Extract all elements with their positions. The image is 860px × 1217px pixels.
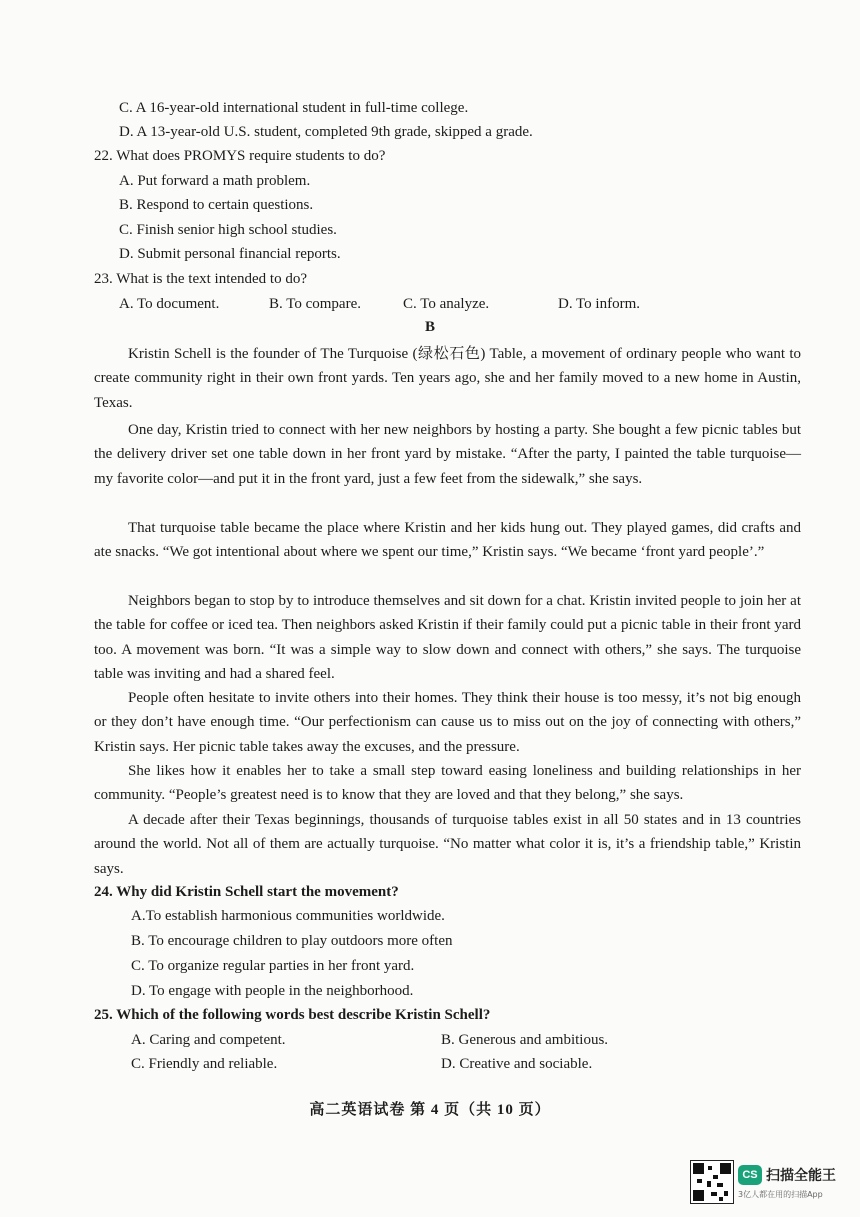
q22-option-c: C. Finish senior high school studies. — [119, 222, 337, 238]
q23-option-a: A. To document. — [119, 296, 220, 312]
q21-option-d: D. A 13-year-old U.S. student, completed 9th grade, skipped a grade. — [119, 124, 533, 140]
passage-paragraph: That turquoise table became the place where Kristin and her kids hung out. They played games, did crafts and ate snacks. “We got intentional about where we spent our time,” Kristin says. “We became ‘front yard people’.” — [94, 520, 801, 561]
q22-option-a: A. Put forward a math problem. — [119, 173, 311, 189]
watermark-app-name: 扫描全能王 — [766, 1168, 836, 1184]
q25-option-c: C. Friendly and reliable. — [131, 1056, 278, 1072]
q22-option-b: B. Respond to certain questions. — [119, 197, 314, 213]
q24-stem: 24. Why did Kristin Schell start the movement? — [94, 884, 399, 900]
q25-stem: 25. Which of the following words best describe Kristin Schell? — [94, 1007, 491, 1023]
q23-stem: 23. What is the text intended to do? — [94, 271, 308, 287]
q25-option-b: B. Generous and ambitious. — [441, 1032, 609, 1048]
passage-paragraph: Neighbors began to stop by to introduce themselves and sit down for a chat. Kristin invited people to join her at the table for coffee or iced tea. Then neighbors asked Kristin if their family could put a picnic table in their front yard too. A movement was born. “It was a simple way to slow down and connect with others,” she says. The turquoise table was inviting and had a shared feel. — [94, 593, 801, 683]
q24-option-a: A.To establish harmonious communities worldwide. — [131, 908, 445, 924]
q22-stem: 22. What does PROMYS require students to do? — [94, 148, 386, 164]
passage-paragraph: Kristin Schell is the founder of The Turquoise (绿松石色) Table, a movement of ordinary people who want to create community right in their own front yards. Ten years ago, she and her family moved to a new home in Austin, Texas. — [94, 346, 801, 411]
q23-option-d: D. To inform. — [558, 296, 641, 312]
q25-option-a: A. Caring and competent. — [131, 1032, 286, 1048]
camscanner-logo-icon: CS — [738, 1165, 762, 1185]
passage-paragraph: People often hesitate to invite others into their homes. They think their house is too messy, it’s not big enough or they don’t have enough time. “Our perfectionism can cause us to miss out on the joy of connecting with others,” Kristin says. Her picnic table takes away the excuses, and the pressure. — [94, 690, 801, 755]
q24-option-d: D. To engage with people in the neighborhood. — [131, 983, 414, 999]
passage-paragraph: A decade after their Texas beginnings, thousands of turquoise tables exist in all 50 states and in 13 countries around the world. Not all of them are actually turquoise. “No matter what color it is, it’s a friendship table,” Kristin says. — [94, 812, 801, 877]
watermark-tagline: 3亿人都在用的扫描App — [738, 1190, 823, 1199]
qr-code-icon — [690, 1160, 734, 1204]
page-footer: 高二英语试卷 第 4 页（共 10 页） — [309, 1102, 551, 1118]
q23-option-c: C. To analyze. — [403, 296, 490, 312]
passage-paragraph: One day, Kristin tried to connect with her new neighbors by hosting a party. She bought a few picnic tables but the delivery driver set one table down in her front yard by mistake. “After the party, I painted the table turquoise—my favorite color—and put it in the front yard, just a few feet from the sidewalk,” she says. — [94, 422, 801, 487]
passage-paragraph: She likes how it enables her to take a small step toward easing loneliness and building relationships in her community. “People’s greatest need is to know that they are loved and that they belong,” she says. — [94, 763, 801, 804]
scanner-watermark — [738, 1165, 848, 1205]
q22-option-d: D. Submit personal financial reports. — [119, 246, 341, 262]
q23-option-b: B. To compare. — [269, 296, 361, 312]
q24-option-c: C. To organize regular parties in her front yard. — [131, 958, 415, 974]
q24-option-b: B. To encourage children to play outdoors more often — [131, 933, 453, 949]
q25-option-d: D. Creative and sociable. — [441, 1056, 593, 1072]
section-b-label: B — [424, 319, 435, 335]
q21-option-c: C. A 16-year-old international student in full-time college. — [119, 100, 469, 116]
